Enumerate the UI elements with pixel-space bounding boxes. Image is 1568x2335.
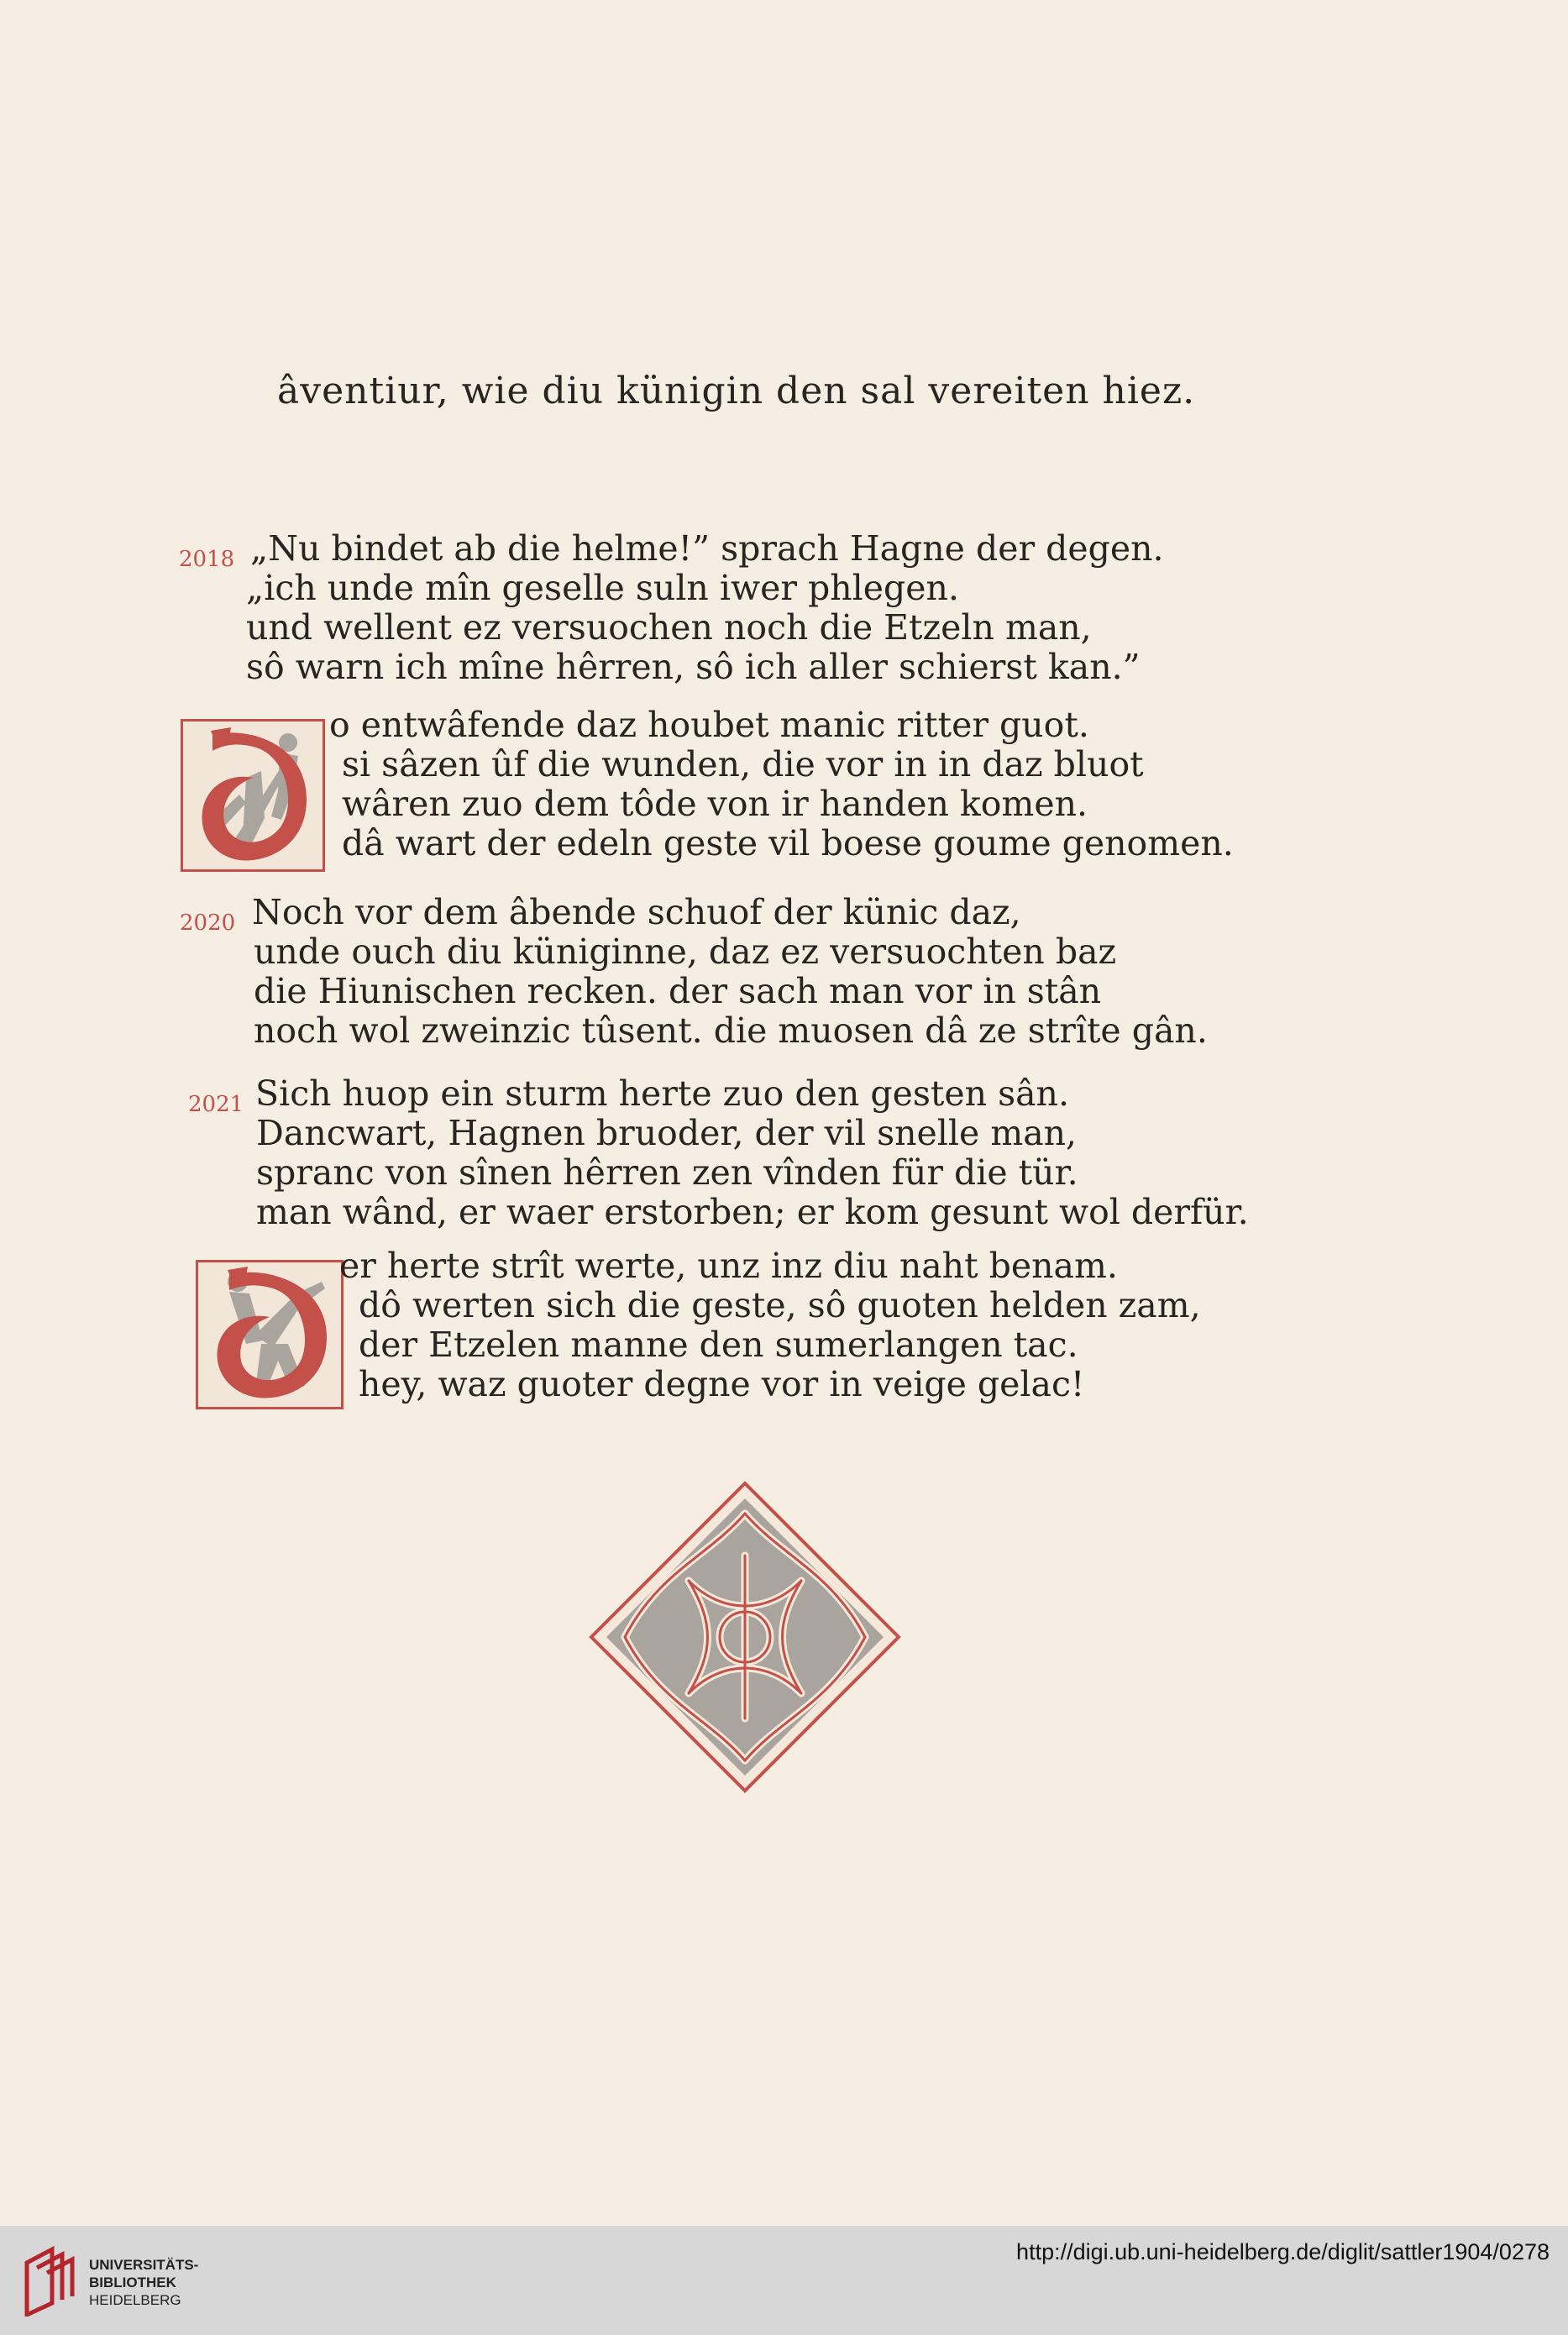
verse-line: Noch vor dem âbende schuof der künic daz, (252, 892, 1021, 932)
verse-line: o entwâfende daz houbet manic ritter guot. (329, 705, 1089, 745)
library-name-line: BIBLIOTHEK (89, 2275, 176, 2290)
decorated-initial-d-icon (196, 1260, 343, 1409)
verse-line: noch wol zweinzic tûsent. die muosen dâ ze strîte gân. (254, 1010, 1208, 1051)
diamond-knot-ornament-icon (588, 1480, 902, 1794)
library-name-line: UNIVERSITÄTS- (89, 2257, 199, 2273)
verse-line: der Etzelen manne den sumerlangen tac. (359, 1325, 1078, 1365)
verse-line: sô warn ich mîne hêrren, sô ich aller schierst kan.” (246, 647, 1141, 687)
verse-line: wâren zuo dem tôde von ir handen komen. (342, 784, 1088, 824)
stanza-number: 2020 (180, 910, 236, 936)
stanza-number: 2018 (179, 547, 235, 572)
verse-line: si sâzen ûf die wunden, die vor in in daz bluot (342, 744, 1144, 784)
verse-line: und wellent ez versuochen noch die Etzeln man, (246, 607, 1092, 648)
library-name-line: HEIDELBERG (89, 2292, 181, 2308)
library-name (89, 2256, 198, 2309)
chapter-heading: âventiur, wie diu künigin den sal vereiten hiez. (277, 370, 1196, 412)
decorated-initial-d-icon (181, 719, 325, 872)
verse-line: dô werten sich die geste, sô guoten helden zam, (359, 1285, 1201, 1325)
verse-line: „Nu bindet ab die helme!” sprach Hagne der degen. (250, 528, 1164, 569)
verse-line: man wând, er waer erstorben; er kom gesunt wol derfür. (256, 1192, 1249, 1232)
university-library-logo-icon (18, 2244, 82, 2317)
verse-line: die Hiunischen recken. der sach man vor in stân (254, 971, 1102, 1011)
verse-line: Sich huop ein sturm herte zuo den gesten sân. (255, 1073, 1069, 1114)
verse-line: Dancwart, Hagnen bruoder, der vil snelle man, (256, 1113, 1078, 1153)
verse-line: spranc von sînen hêrren zen vînden für die tür. (256, 1152, 1078, 1193)
stanza-number: 2021 (188, 1092, 244, 1117)
verse-line: er herte strît werte, unz inz diu naht benam. (339, 1246, 1118, 1286)
verse-line: hey, waz guoter degne vor in veige gelac! (359, 1364, 1085, 1404)
verse-line: unde ouch diu küniginne, daz ez versuochten baz (254, 931, 1117, 972)
verse-line: dâ wart der edeln geste vil boese goume genomen. (342, 823, 1234, 863)
source-url-link[interactable]: http://digi.ub.uni-heidelberg.de/diglit/sattler1904/0278 (1016, 2239, 1550, 2264)
verse-line: „ich unde mîn geselle suln iwer phlegen. (246, 568, 959, 608)
